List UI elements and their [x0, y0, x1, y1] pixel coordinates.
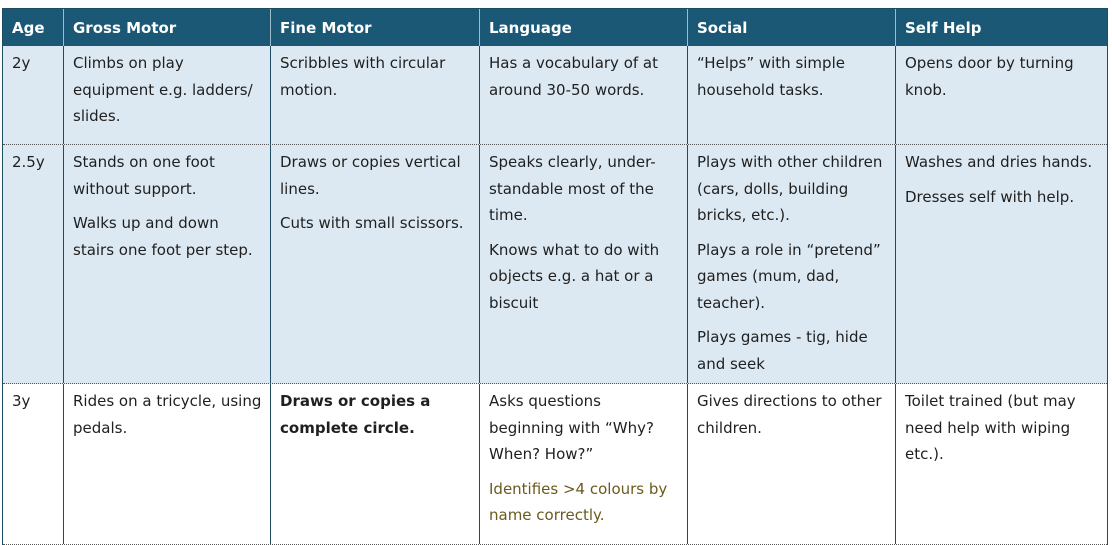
- header-age: Age: [3, 9, 64, 46]
- language-cell: [480, 384, 688, 544]
- fine-motor-cell: [271, 384, 480, 544]
- social-cell: [688, 46, 896, 144]
- cell-text: Has a vocabulary of at around 30-50 words.: [489, 54, 659, 99]
- social-cell: [688, 384, 896, 544]
- header-language: Language: [480, 9, 688, 46]
- cell-text: Knows what to do with objects e.g. a hat or a biscuit: [489, 240, 660, 312]
- cell-text: Cuts with small scissors.: [280, 214, 464, 232]
- table-row: [3, 384, 1107, 545]
- age-cell: 2.5y: [3, 145, 64, 383]
- development-milestones-table: [2, 8, 1108, 545]
- header-gross-motor: Gross Motor: [64, 9, 271, 46]
- cell-text: Toilet trained (but may need help with wiping etc.).: [905, 392, 1076, 463]
- cell-text: Scribbles with circular motion.: [280, 54, 446, 99]
- self-help-cell: [896, 384, 1107, 544]
- age-cell: 3y: [3, 384, 64, 544]
- cell-text: Rides on a tricycle, using pedals.: [73, 392, 262, 437]
- gross-motor-cell: [64, 384, 271, 544]
- gross-motor-cell: [64, 145, 271, 383]
- self-help-cell: [896, 46, 1107, 144]
- header-fine-motor: Fine Motor: [271, 9, 480, 46]
- header-social: Social: [688, 9, 896, 46]
- language-cell: [480, 46, 688, 144]
- cell-text: “Helps” with simple household tasks.: [697, 54, 845, 99]
- cell-text: Walks up and down stairs one foot per step.: [73, 214, 253, 259]
- cell-text: Washes and dries hands.: [905, 153, 1093, 171]
- cell-text: Gives directions to other children.: [697, 392, 882, 437]
- cell-text-highlight: Identifies >4 colours by name correctly.: [489, 479, 668, 524]
- self-help-cell: [896, 145, 1107, 383]
- cell-text: Speaks clearly, under-standable most of the time.: [489, 153, 656, 224]
- table-row: [3, 46, 1107, 145]
- cell-text: Asks questions beginning with “Why? When? How?”: [489, 392, 654, 463]
- table-row: [3, 145, 1107, 384]
- cell-text: Stands on one foot without support.: [73, 153, 215, 198]
- header-self-help: Self Help: [905, 19, 982, 37]
- gross-motor-cell: [64, 46, 271, 144]
- cell-text: Opens door by turning knob.: [905, 54, 1074, 99]
- cell-text: Climbs on play equipment e.g. ladders/ slides.: [73, 54, 253, 125]
- language-cell: [480, 145, 688, 383]
- cell-text: Draws or copies vertical lines.: [280, 153, 461, 198]
- social-cell: [688, 145, 896, 383]
- cell-text: Plays with other children (cars, dolls, building bricks, etc.).: [697, 153, 883, 224]
- fine-motor-cell: [271, 46, 480, 144]
- cell-text: Plays games - tig, hide and seek: [697, 328, 868, 373]
- cell-text: Dresses self with help.: [905, 187, 1075, 206]
- table-header-row: [3, 9, 1107, 46]
- cell-text: Plays a role in “pretend” games (mum, dad, teacher).: [697, 240, 881, 312]
- fine-motor-cell: [271, 145, 480, 383]
- cell-text-bold: Draws or copies a complete circle.: [280, 392, 431, 437]
- age-cell: 2y: [3, 46, 64, 144]
